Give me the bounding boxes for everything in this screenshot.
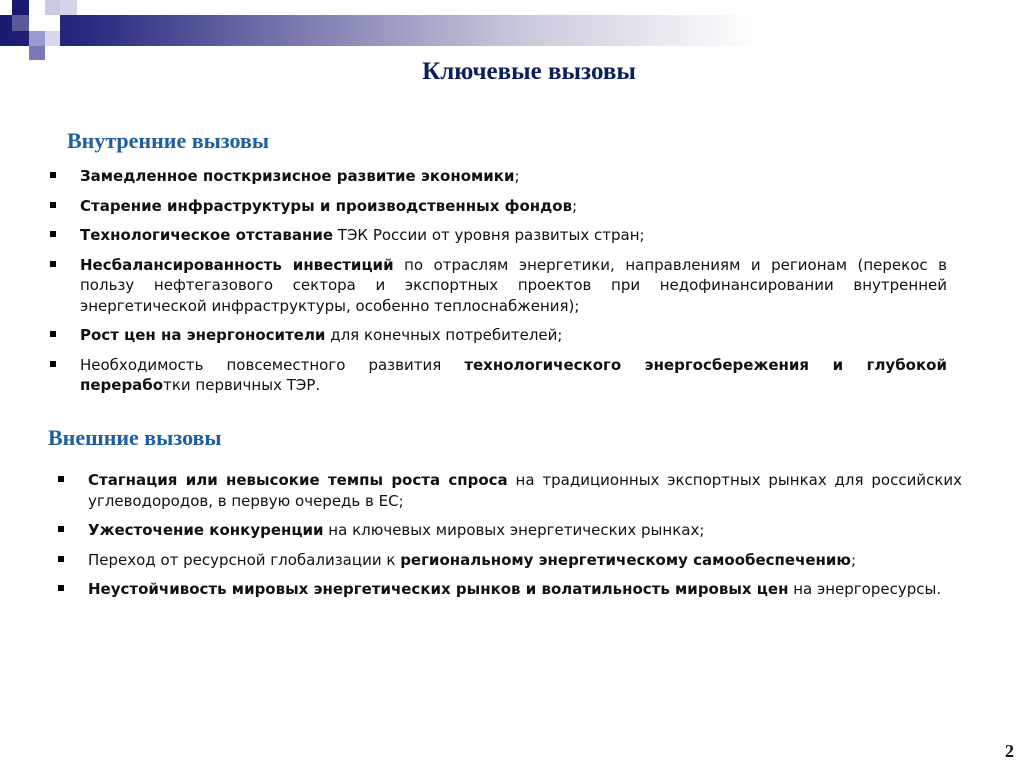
- item-text: ;: [851, 550, 857, 569]
- deco-square: [29, 31, 45, 46]
- header-gradient-band: [0, 15, 1024, 46]
- square-bullet-icon: [50, 261, 56, 267]
- item-bold-text: Неустойчивость мировых энергетических рынков и волатильность мировых цен: [88, 580, 789, 598]
- list-item: [80, 166, 947, 187]
- deco-square: [45, 31, 60, 46]
- page-number: 2: [1005, 741, 1014, 761]
- item-bold-text: Старение инфраструктуры и производственных фондов: [80, 196, 573, 215]
- deco-square: [29, 15, 45, 31]
- deco-square: [60, 0, 77, 15]
- item-bold-text: региональному энергетическому самообеспечению: [400, 550, 852, 569]
- list-item: [80, 325, 947, 346]
- slide-title: Ключевые вызовы: [422, 58, 636, 85]
- list-item: [80, 255, 947, 317]
- item-text: для конечных потребителей;: [325, 326, 563, 344]
- item-text: ;: [572, 196, 578, 215]
- square-bullet-icon: [50, 361, 56, 367]
- item-text: ТЭК России от уровня развитых стран;: [333, 226, 645, 244]
- item-text: тки первичных ТЭР.: [163, 376, 321, 394]
- deco-square: [45, 0, 60, 15]
- item-text-lead: Переход от ресурсной глобализации к: [88, 550, 401, 569]
- item-bold-text: Несбалансированность инвестиций: [80, 255, 394, 274]
- external-challenges-list: [88, 470, 962, 609]
- list-item: [80, 196, 947, 217]
- deco-square: [12, 15, 29, 31]
- item-bold-text: Замедленное посткризисное развитие экономики: [80, 167, 515, 185]
- item-text: на традиционных экспортных рынках для российских углеводородов, в первую очередь в ЕС;: [88, 471, 963, 510]
- square-bullet-icon: [50, 172, 56, 178]
- square-bullet-icon: [50, 202, 56, 208]
- deco-square: [45, 15, 60, 31]
- deco-square: [12, 0, 29, 15]
- item-text: ;: [514, 167, 520, 185]
- item-bold-text: Стагнация или невысокие темпы роста спроса: [88, 471, 508, 489]
- section-heading-internal: Внутренние вызовы: [67, 128, 269, 153]
- square-bullet-icon: [50, 331, 56, 337]
- square-bullet-icon: [58, 476, 64, 482]
- section-heading-external: Внешние вызовы: [48, 425, 222, 450]
- square-bullet-icon: [58, 526, 64, 532]
- item-bold-text: Технологическое отставание: [80, 226, 334, 244]
- list-item: [80, 225, 947, 246]
- list-item: [80, 355, 947, 396]
- item-bold-text: технологического энергосбережения и глубокой перерабо: [80, 355, 947, 394]
- square-bullet-icon: [50, 231, 56, 237]
- square-bullet-icon: [58, 556, 64, 562]
- item-text: на ключевых мировых энергетических рынках;: [323, 521, 705, 539]
- item-bold-text: Ужесточение конкуренции: [88, 521, 324, 539]
- item-text-lead: Необходимость повсеместного развития: [80, 355, 465, 374]
- list-item: [88, 579, 962, 600]
- item-text: по отраслям энергетики, направлениям и регионам (перекос в пользу нефтегазового сектора и экспортных проектов при недофинансировании внутренней энергетической инфраструктуры, особенно теплоснабжения);: [80, 255, 947, 315]
- list-item: [88, 470, 962, 511]
- item-bold-text: Рост цен на энергоносители: [80, 326, 326, 344]
- item-text: на энергоресурсы.: [788, 580, 942, 598]
- square-bullet-icon: [58, 585, 64, 591]
- list-item: [88, 520, 962, 541]
- list-item: [88, 550, 962, 571]
- internal-challenges-list: [80, 166, 947, 405]
